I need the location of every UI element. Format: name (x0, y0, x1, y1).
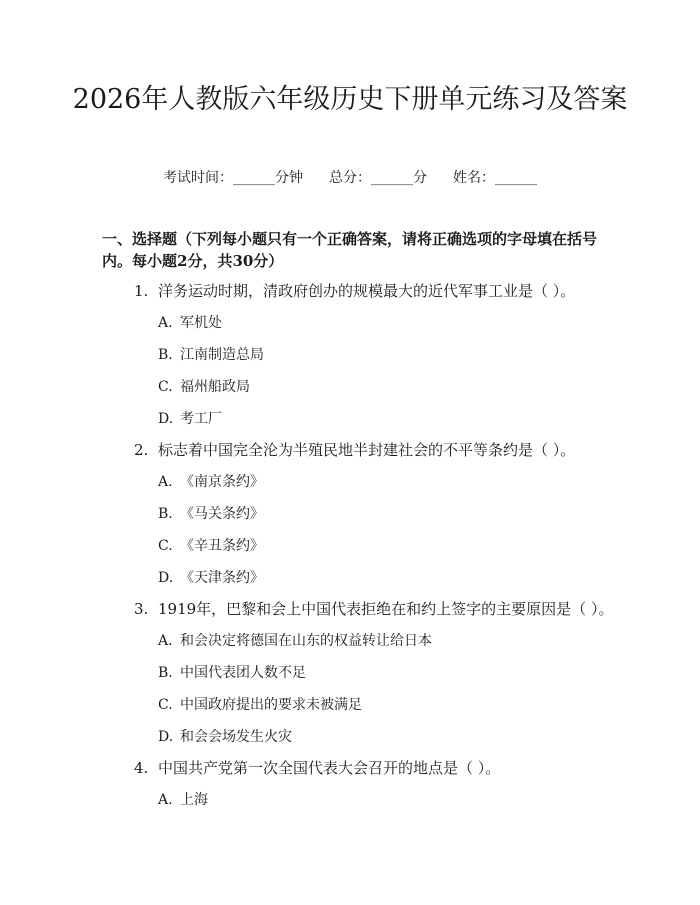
score-blank: ______ (371, 170, 413, 186)
question (134, 758, 500, 778)
question-text: 1919年，巴黎和会上中国代表拒绝在和约上签字的主要原因是（ ）。 (158, 600, 614, 618)
option (158, 663, 306, 683)
option (158, 790, 208, 810)
option (158, 345, 264, 365)
option-text: 《辛丑条约》 (180, 538, 264, 554)
option-letter: D. (158, 411, 174, 427)
score-label: 总分： (329, 170, 371, 186)
option (158, 727, 292, 747)
question-text: 洋务运动时期，清政府创办的规模最大的近代军事工业是（ ）。 (158, 282, 576, 300)
question-number: 4. (134, 759, 149, 777)
option (158, 313, 222, 333)
option-text: 《马关条约》 (180, 506, 264, 522)
option-text: 中国代表团人数不足 (180, 665, 306, 681)
question-number: 3. (134, 600, 149, 618)
name-blank: ______ (495, 170, 537, 186)
option-text: 《南京条约》 (180, 474, 264, 490)
option (158, 695, 362, 715)
option (158, 631, 432, 651)
option (158, 568, 264, 588)
option-letter: A. (158, 633, 173, 649)
option-text: 上海 (180, 792, 208, 808)
option-letter: B. (158, 506, 173, 522)
option-letter: B. (158, 665, 173, 681)
option-letter: D. (158, 729, 174, 745)
option (158, 536, 264, 556)
question (134, 281, 575, 301)
option (158, 472, 264, 492)
question-text: 中国共产党第一次全国代表大会召开的地点是（ ）。 (158, 759, 501, 777)
time-blank: ______ (233, 170, 275, 186)
time-label: 考试时间： (163, 170, 233, 186)
score-unit: 分 (413, 170, 427, 186)
option-text: 考工厂 (180, 411, 222, 427)
option-letter: C. (158, 697, 173, 713)
question-text: 标志着中国完全沦为半殖民地半封建社会的不平等条约是（ ）。 (158, 441, 576, 459)
option-text: 福州船政局 (180, 379, 250, 395)
option-text: 军机处 (180, 315, 222, 331)
option-letter: A. (158, 474, 173, 490)
option-text: 和会会场发生火灾 (180, 729, 292, 745)
option-text: 江南制造总局 (180, 347, 264, 363)
question-number: 1. (134, 282, 149, 300)
name-label: 姓名： (453, 170, 495, 186)
option-letter: D. (158, 570, 174, 586)
exam-meta (0, 168, 700, 188)
option-letter: C. (158, 538, 173, 554)
option-letter: B. (158, 347, 173, 363)
question-number: 2. (134, 441, 149, 459)
question (134, 599, 613, 619)
option-letter: C. (158, 379, 173, 395)
option-letter: A. (158, 315, 173, 331)
section-heading: 一、选择题（下列每小题只有一个正确答案，请将正确选项的字母填在括号内。每小题2分，共30分） (102, 230, 598, 270)
option (158, 504, 264, 524)
page-title: 2026年人教版六年级历史下册单元练习及答案 (72, 84, 628, 115)
option (158, 377, 250, 397)
question (134, 440, 575, 460)
time-unit: 分钟 (275, 170, 303, 186)
option-text: 《天津条约》 (180, 570, 264, 586)
option (158, 409, 222, 429)
option-text: 和会决定将德国在山东的权益转让给日本 (180, 633, 432, 649)
option-text: 中国政府提出的要求未被满足 (180, 697, 362, 713)
option-letter: A. (158, 792, 173, 808)
